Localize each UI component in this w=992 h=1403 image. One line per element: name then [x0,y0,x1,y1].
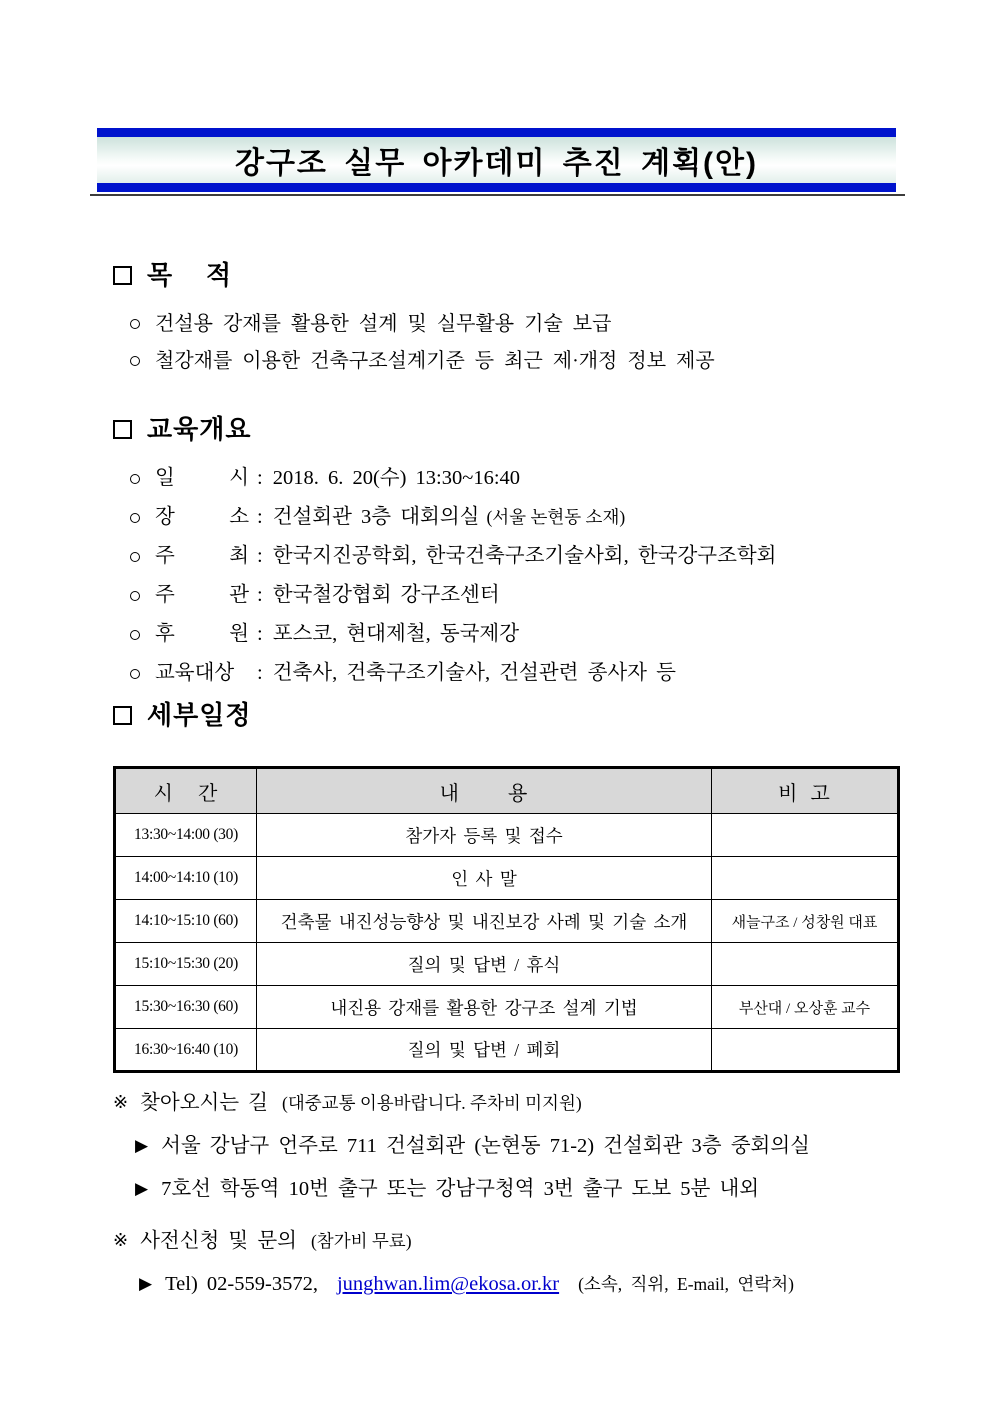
overview-row-sponsor [130,620,913,649]
schedule-content: 건축물 내진성능향상 및 내진보강 사례 및 기술 소개 [257,900,712,943]
email-link[interactable]: junghwan.lim@ekosa.or.kr [336,1273,560,1295]
overview-value: 건축사, 건축구조기술사, 건설관련 종사자 등 [272,662,676,684]
purpose-item [130,310,913,338]
circle-bullet-icon [130,513,140,523]
schedule-time: 15:10~15:30 (20) [115,943,257,986]
circle-bullet-icon [130,630,140,640]
schedule-header-time: 시 간 [115,768,257,814]
schedule-header-row [115,768,899,814]
section-directions [113,1088,913,1204]
schedule-content: 내진용 강재를 활용한 강구조 설계 기법 [257,986,712,1029]
circle-bullet-icon [130,591,140,601]
overview-value: 포스코, 현대제철, 동국제강 [272,623,520,645]
directions-heading-note: (대중교통 이용바랍니다. 주차비 미지원) [282,1093,582,1113]
overview-heading-label: 교육개요 [147,414,252,444]
table-row [115,900,899,943]
contact-heading [113,1226,913,1256]
overview-row-datetime [130,464,913,493]
directions-heading-label: 찾아오시는 길 [140,1092,269,1114]
overview-label: 후 원 [155,623,249,645]
schedule-time: 13:30~14:00 (30) [115,814,257,857]
overview-row-audience [130,659,913,688]
schedule-content: 참가자 등록 및 접수 [257,814,712,857]
triangle-bullet-icon: ▶ [135,1135,149,1156]
circle-bullet-icon [130,552,140,562]
contact-suffix: (소속, 직위, E-mail, 연락처) [578,1274,794,1294]
overview-colon: : [257,506,263,528]
overview-value: 한국지진공학회, 한국건축구조기술사회, 한국강구조학회 [272,545,777,567]
directions-heading [113,1088,913,1118]
overview-colon: : [257,662,263,684]
schedule-content: 인 사 말 [257,857,712,900]
purpose-heading [113,258,913,292]
table-row [115,943,899,986]
banner-top-bar [97,128,896,137]
table-row [115,814,899,857]
overview-value: 건설회관 3층 대회의실 [272,506,480,528]
section-schedule [113,698,913,1073]
circle-bullet-icon [130,474,140,484]
overview-label: 주 최 [155,545,249,567]
section-contact [113,1226,913,1299]
overview-value: 한국철강협회 강구조센터 [272,584,500,606]
table-row [115,1029,899,1072]
title-banner [97,128,896,192]
schedule-note [712,943,899,986]
section-overview [113,412,913,698]
schedule-time: 16:30~16:40 (10) [115,1029,257,1072]
directions-line-text: 7호선 학동역 10번 출구 또는 강남구청역 3번 출구 도보 5분 내외 [161,1178,760,1200]
schedule-table [113,766,900,1073]
page-title: 강구조 실무 아카데미 추진 계획(안) [234,147,759,180]
banner-bottom-bar [97,183,896,192]
triangle-bullet-icon: ▶ [135,1178,149,1199]
overview-label: 장 소 [155,506,249,528]
schedule-header-content: 내 용 [257,768,712,814]
reference-mark-icon: ※ [113,1230,129,1251]
schedule-heading-label: 세부일정 [147,700,252,730]
square-bullet-icon [113,706,132,725]
schedule-content: 질의 및 답변 / 휴식 [257,943,712,986]
triangle-bullet-icon: ▶ [139,1273,153,1294]
square-bullet-icon [113,266,132,285]
circle-bullet-icon [130,669,140,679]
circle-bullet-icon [130,356,140,366]
schedule-content: 질의 및 답변 / 폐회 [257,1029,712,1072]
schedule-note: 부산대 / 오상훈 교수 [712,986,899,1029]
purpose-item-text: 건설용 강재를 활용한 설계 및 실무활용 기술 보급 [155,313,612,335]
overview-label: 주 관 [155,584,249,606]
contact-tel-line [139,1269,913,1299]
square-bullet-icon [113,420,132,439]
overview-label: 교육대상 [155,662,235,684]
purpose-item [130,347,913,375]
schedule-note [712,814,899,857]
overview-heading [113,412,913,446]
directions-line-subway [135,1174,913,1204]
overview-colon: : [257,545,263,567]
overview-value: 2018. 6. 20(수) 13:30~16:40 [272,467,521,489]
contact-heading-note: (참가비 무료) [310,1231,412,1251]
section-purpose [113,258,913,384]
banner-body [97,137,896,183]
purpose-item-text: 철강재를 이용한 건축구조설계기준 등 최근 제·개정 정보 제공 [155,350,715,372]
schedule-note [712,1029,899,1072]
schedule-heading [113,698,913,732]
schedule-time: 15:30~16:30 (60) [115,986,257,1029]
schedule-time: 14:10~15:10 (60) [115,900,257,943]
overview-label: 일 시 [155,467,249,489]
overview-colon: : [257,623,263,645]
directions-line-text: 서울 강남구 언주로 711 건설회관 (논현동 71-2) 건설회관 3층 중회의실 [161,1135,810,1157]
schedule-time: 14:00~14:10 (10) [115,857,257,900]
circle-bullet-icon [130,319,140,329]
overview-colon: : [257,584,263,606]
schedule-note: 새늘구조 / 성창원 대표 [712,900,899,943]
purpose-heading-label: 목 적 [147,260,233,290]
overview-colon: : [257,467,263,489]
schedule-note [712,857,899,900]
table-row [115,857,899,900]
overview-row-host [130,542,913,571]
contact-tel-text: Tel) 02-559-3572, [165,1273,318,1295]
directions-line-address [135,1131,913,1161]
overview-row-organizer [130,581,913,610]
reference-mark-icon: ※ [113,1092,129,1113]
table-row [115,986,899,1029]
contact-heading-label: 사전신청 및 문의 [140,1230,297,1252]
schedule-header-note: 비 고 [712,768,899,814]
overview-note: (서울 논현동 소재) [486,507,626,527]
overview-row-venue [130,503,913,532]
